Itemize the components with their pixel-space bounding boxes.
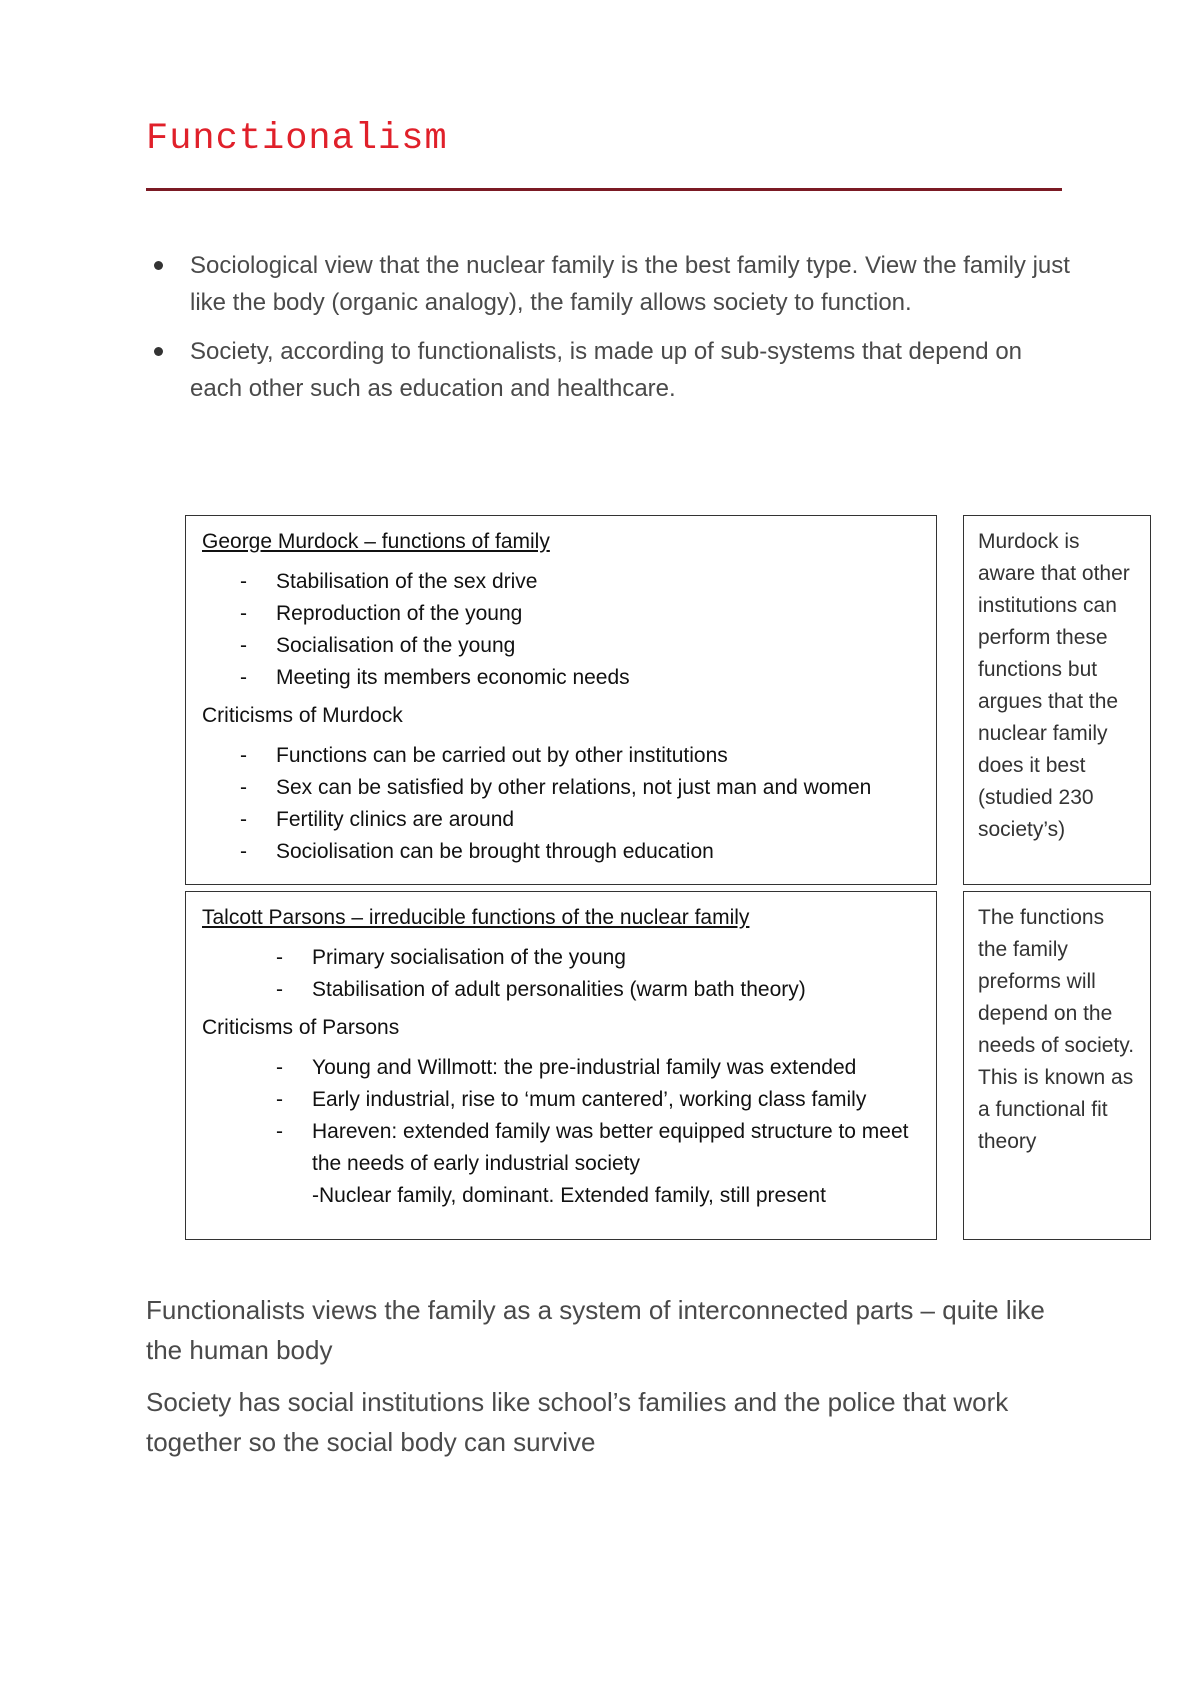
murdock-note: Murdock is aware that other institutions can perform these functions but argues that the nuclear family does it best (studied 230 society’s) xyxy=(978,530,1130,841)
list-item: - Primary socialisation of the young xyxy=(202,942,936,974)
bullet-item xyxy=(146,247,1076,321)
parsons-criticisms-list xyxy=(202,1052,936,1180)
parsons-heading: Talcott Parsons – irreducible functions of the nuclear family xyxy=(202,906,750,929)
list-item: - Sex can be satisfied by other relations, not just man and women xyxy=(202,772,936,804)
list-item: - Reproduction of the young xyxy=(202,598,936,630)
list-item: - Functions can be carried out by other institutions xyxy=(202,740,936,772)
list-item: - Stabilisation of the sex drive xyxy=(202,566,936,598)
closing-paragraphs xyxy=(146,1290,1086,1474)
list-item: - Meeting its members economic needs xyxy=(202,662,936,694)
bullet-dot-icon xyxy=(154,347,163,356)
list-item: - Socialisation of the young xyxy=(202,630,936,662)
murdock-functions-list xyxy=(202,566,936,694)
page-title: Functionalism xyxy=(146,118,448,160)
parsons-functions-list xyxy=(202,942,936,1006)
list-item: - Young and Willmott: the pre-industrial family was extended xyxy=(202,1052,936,1084)
murdock-criticisms-list xyxy=(202,740,936,868)
parsons-box xyxy=(185,891,937,1240)
murdock-criticisms-heading: Criticisms of Murdock xyxy=(202,704,403,727)
parsons-criticism-continuation: -Nuclear family, dominant. Extended family, still present xyxy=(312,1184,826,1207)
list-item: - Stabilisation of adult personalities (warm bath theory) xyxy=(202,974,936,1006)
murdock-box xyxy=(185,515,937,885)
closing-paragraph: Functionalists views the family as a system of interconnected parts – quite like the human body xyxy=(146,1295,1045,1365)
list-item: - Fertility clinics are around xyxy=(202,804,936,836)
closing-paragraph: Society has social institutions like school’s families and the police that work together so the social body can survive xyxy=(146,1387,1009,1457)
list-item: - Hareven: extended family was better equipped structure to meet the needs of early industrial society xyxy=(202,1116,936,1180)
murdock-note-box xyxy=(963,515,1151,885)
list-item: - Early industrial, rise to ‘mum cantered’, working class family xyxy=(202,1084,936,1116)
bullet-text: Society, according to functionalists, is made up of sub-systems that depend on each other such as education and healthcare. xyxy=(190,338,1023,402)
parsons-criticisms-heading: Criticisms of Parsons xyxy=(202,1016,400,1039)
bullet-text: Sociological view that the nuclear family is the best family type. View the family just like the body (organic analogy), the family allows society to function. xyxy=(190,252,1070,316)
intro-bullet-list xyxy=(146,247,1076,419)
murdock-heading: George Murdock – functions of family xyxy=(202,530,550,553)
parsons-note: The functions the family preforms will depend on the needs of society. This is known as a functional fit theory xyxy=(978,906,1135,1153)
parsons-note-box xyxy=(963,891,1151,1240)
bullet-item xyxy=(146,333,1076,407)
bullet-dot-icon xyxy=(154,261,163,270)
list-item: - Sociolisation can be brought through education xyxy=(202,836,936,868)
title-divider xyxy=(146,188,1062,191)
